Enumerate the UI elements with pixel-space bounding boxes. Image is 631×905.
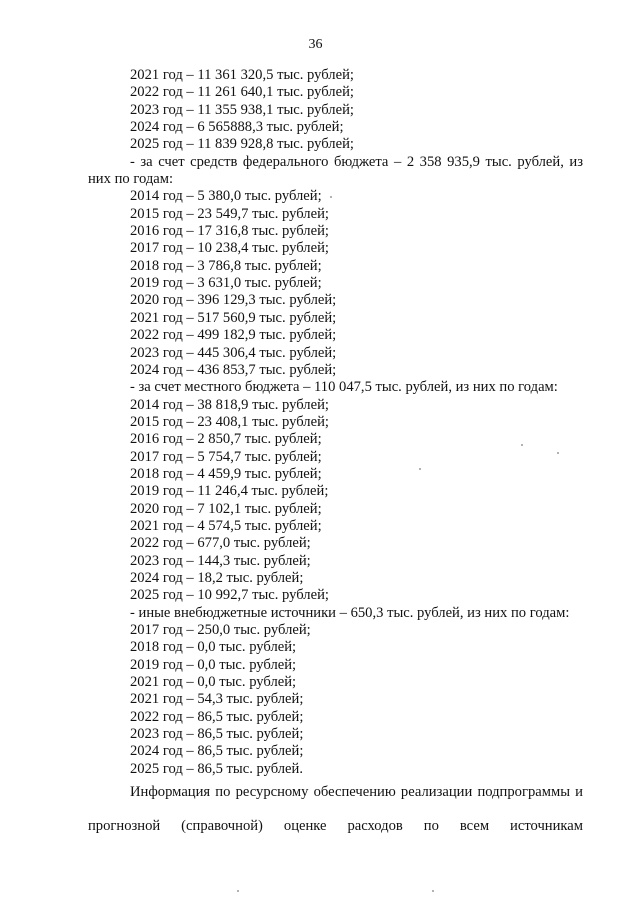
list-line: 2022 год – 499 182,9 тыс. рублей;	[130, 327, 337, 344]
list-line: 2024 год – 18,2 тыс. рублей;	[130, 569, 304, 586]
scan-speck	[432, 890, 434, 892]
list-line: 2018 год – 0,0 тыс. рублей;	[130, 639, 297, 656]
funding-list	[0, 67, 631, 778]
paragraph-word: по	[423, 818, 439, 834]
page-number: 36	[308, 37, 323, 52]
paragraph-word: прогнозной	[88, 818, 161, 834]
list-line: 2021 год – 0,0 тыс. рублей;	[130, 674, 297, 691]
list-line: 2015 год – 23 408,1 тыс. рублей;	[130, 413, 329, 430]
paragraph-word: всем	[459, 818, 490, 834]
list-line: 2016 год – 17 316,8 тыс. рублей;	[130, 223, 329, 240]
list-line: 2014 год – 38 818,9 тыс. рублей;	[130, 396, 329, 413]
list-line: 2017 год – 250,0 тыс. рублей;	[130, 622, 311, 638]
list-line: 2023 год – 86,5 тыс. рублей;	[130, 726, 304, 743]
list-line: 2024 год – 86,5 тыс. рублей;	[130, 743, 304, 760]
list-line: 2022 год – 86,5 тыс. рублей;	[130, 708, 304, 725]
paragraph-word: оценке	[283, 818, 327, 834]
paragraph-line-1: Информация по ресурсному обеспечению реализации подпрограммы и	[130, 784, 583, 800]
list-line: - иные внебюджетные источники – 650,3 тыс. рублей, из них по годам:	[130, 604, 570, 621]
list-line: 2015 год – 23 549,7 тыс. рублей;	[130, 205, 329, 222]
paragraph-word: источникам	[510, 818, 583, 834]
list-line: 2021 год – 4 574,5 тыс. рублей;	[130, 517, 322, 534]
scan-speck	[521, 444, 523, 446]
list-line: 2019 год – 3 631,0 тыс. рублей;	[130, 275, 322, 292]
list-line: - за счет средств федерального бюджета – 2 358 935,9 тыс. рублей, из	[130, 153, 583, 170]
scan-speck	[557, 452, 559, 454]
list-line: 2024 год – 436 853,7 тыс. рублей;	[130, 361, 337, 378]
list-line: 2014 год – 5 380,0 тыс. рублей;	[130, 188, 322, 205]
scan-speck	[330, 196, 332, 198]
list-line: 2025 год – 11 839 928,8 тыс. рублей;	[130, 136, 354, 153]
list-line: 2023 год – 11 355 938,1 тыс. рублей;	[130, 101, 354, 118]
paragraph-word: расходов	[347, 818, 403, 834]
list-line: 2020 год – 7 102,1 тыс. рублей;	[130, 500, 322, 517]
paragraph-word: (справочной)	[181, 818, 263, 834]
list-line: 2021 год – 54,3 тыс. рублей;	[130, 691, 304, 708]
list-line: 2025 год – 86,5 тыс. рублей.	[130, 760, 303, 777]
list-line: 2019 год – 11 246,4 тыс. рублей;	[130, 483, 329, 500]
list-line: 2017 год – 5 754,7 тыс. рублей;	[130, 448, 322, 465]
list-line: 2023 год – 144,3 тыс. рублей;	[130, 552, 311, 569]
scan-speck	[237, 890, 239, 892]
list-line: 2016 год – 2 850,7 тыс. рублей;	[130, 431, 322, 448]
scan-speck	[419, 468, 421, 470]
list-line: 2018 год – 3 786,8 тыс. рублей;	[130, 257, 322, 274]
list-line: 2023 год – 445 306,4 тыс. рублей;	[130, 344, 337, 361]
list-line: 2024 год – 6 565888,3 тыс. рублей;	[130, 119, 344, 136]
paragraph-line-2	[88, 817, 583, 835]
list-line: 2021 год – 517 560,9 тыс. рублей;	[130, 309, 337, 326]
list-line: 2020 год – 396 129,3 тыс. рублей;	[130, 292, 337, 309]
list-line: 2022 год – 677,0 тыс. рублей;	[130, 535, 311, 552]
list-line: 2021 год – 11 361 320,5 тыс. рублей;	[130, 67, 354, 83]
list-line: них по годам:	[88, 171, 174, 188]
list-line: 2018 год – 4 459,9 тыс. рублей;	[130, 465, 322, 482]
list-line: 2022 год – 11 261 640,1 тыс. рублей;	[130, 84, 354, 101]
list-line: 2025 год – 10 992,7 тыс. рублей;	[130, 587, 329, 604]
list-line: - за счет местного бюджета – 110 047,5 тыс. рублей, из них по годам:	[130, 379, 558, 396]
list-line: 2019 год – 0,0 тыс. рублей;	[130, 656, 297, 673]
list-line: 2017 год – 10 238,4 тыс. рублей;	[130, 240, 329, 257]
